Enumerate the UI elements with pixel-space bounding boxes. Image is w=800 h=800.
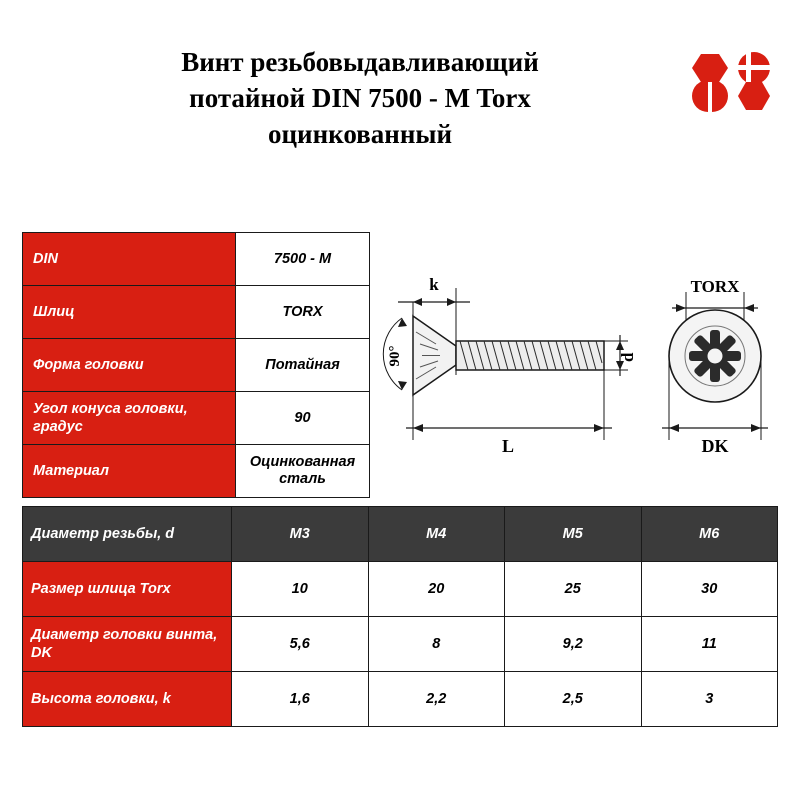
svg-text:TORX: TORX (690, 277, 740, 296)
dim-cell: 9,2 (505, 617, 642, 672)
dim-cell: 5,6 (232, 617, 369, 672)
table-header-row (23, 507, 778, 562)
dim-cell: 30 (641, 562, 778, 617)
table-row (23, 339, 370, 392)
spec-key: Шлиц (23, 286, 236, 339)
dim-header-corner: Диаметр резьбы, d (23, 507, 232, 562)
dim-row-label: Размер шлица Torx (23, 562, 232, 617)
spec-value: Потайная (236, 339, 370, 392)
spec-key: DIN (23, 233, 236, 286)
spec-value: 7500 - M (236, 233, 370, 286)
page-title (60, 44, 660, 152)
page-title-line-3: оцинкованный (267, 119, 453, 149)
dim-cell: 2,5 (505, 672, 642, 727)
hex-bolt-logo-icon (692, 48, 774, 130)
spec-key: Материал (23, 445, 236, 498)
table-row (23, 445, 370, 498)
svg-text:d: d (618, 352, 637, 362)
spec-key: Угол конуса головки, градус (23, 392, 236, 445)
table-row (23, 286, 370, 339)
dim-cell: 2,2 (368, 672, 505, 727)
dim-cell: 20 (368, 562, 505, 617)
page-title-line-1: Винт резьбовыдавливающий (181, 47, 539, 77)
spec-key: Форма головки (23, 339, 236, 392)
svg-text:90°: 90° (387, 345, 403, 367)
dim-header-cell: M5 (505, 507, 642, 562)
svg-text:L: L (501, 436, 515, 456)
page-title-line-2: потайной DIN 7500 - M Torx (189, 83, 531, 113)
table-row (23, 392, 370, 445)
dim-header-cell: M6 (641, 507, 778, 562)
table-row (23, 617, 778, 672)
dim-cell: 3 (641, 672, 778, 727)
table-row (23, 562, 778, 617)
dim-cell: 8 (368, 617, 505, 672)
svg-text:k: k (429, 275, 439, 294)
svg-text:DK: DK (701, 436, 729, 456)
table-row (23, 233, 370, 286)
table-row (23, 672, 778, 727)
spec-table (22, 232, 370, 498)
dim-row-label: Диаметр головки винта, DK (23, 617, 232, 672)
dim-cell: 1,6 (232, 672, 369, 727)
dim-cell: 10 (232, 562, 369, 617)
spec-value: TORX (236, 286, 370, 339)
dim-header-cell: M3 (232, 507, 369, 562)
dim-header-cell: M4 (368, 507, 505, 562)
dim-cell: 25 (505, 562, 642, 617)
dimension-table (22, 506, 778, 727)
spec-value: 90 (236, 392, 370, 445)
dim-row-label: Высота головки, k (23, 672, 232, 727)
dim-cell: 11 (641, 617, 778, 672)
screw-technical-drawing (380, 240, 780, 490)
spec-value: Оцинкованная сталь (236, 445, 370, 498)
